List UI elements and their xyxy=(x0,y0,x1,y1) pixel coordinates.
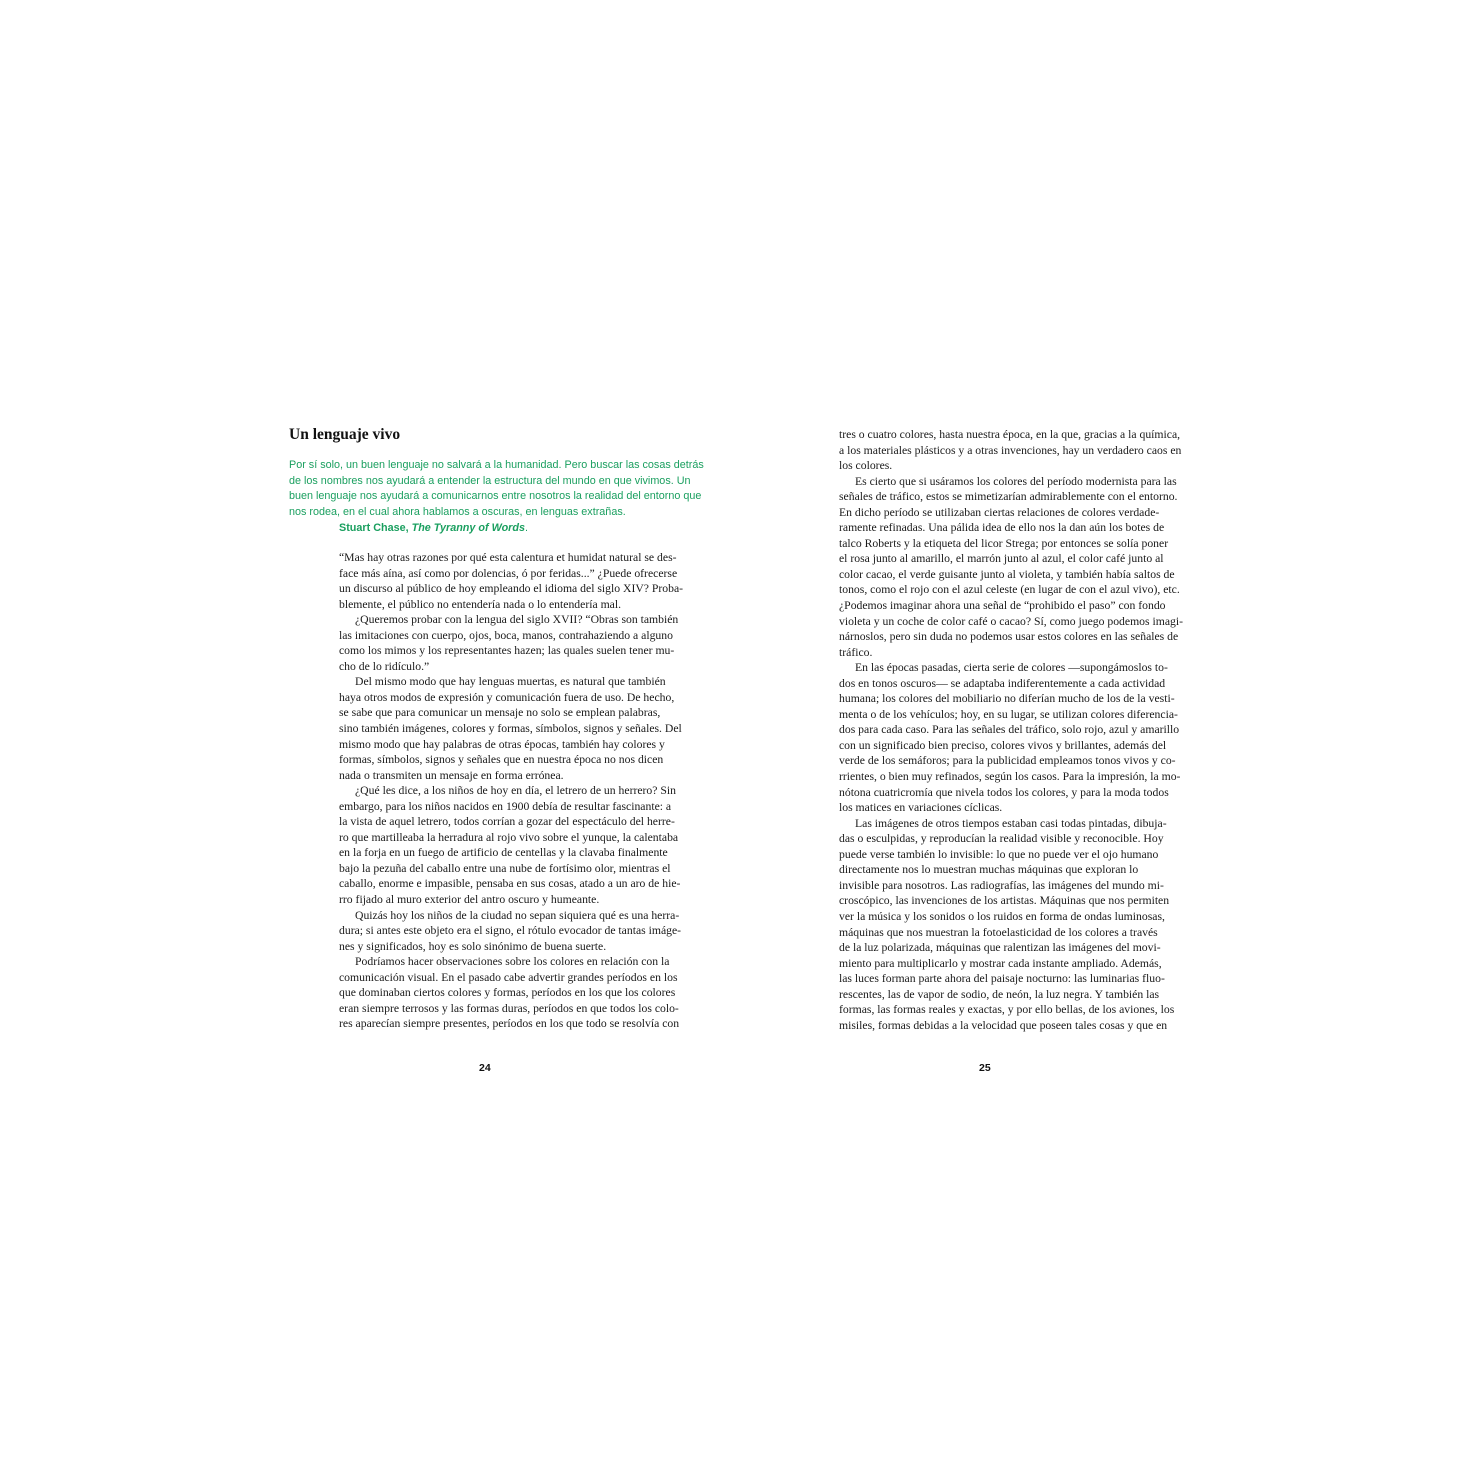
text-line: la vista de aquel letrero, todos corrían a gozar del espectáculo del herre- xyxy=(339,815,675,829)
text-line: de la luz polarizada, máquinas que ralentizan las imágenes del movi- xyxy=(839,941,1161,955)
text-line: directamente nos lo muestran muchas máquinas que exploran lo xyxy=(839,863,1139,877)
text-line: el rosa junto al amarillo, el marrón junto al azul, el color café junto al xyxy=(839,552,1164,566)
text-line: miento para multiplicarlo y mostrar cada instante ampliado. Además, xyxy=(839,956,1162,970)
text-line: mismo modo que hay palabras de otras épocas, también hay colores y xyxy=(339,737,665,751)
text-line: Podríamos hacer observaciones sobre los colores en relación con la xyxy=(355,955,670,969)
right-body-text xyxy=(839,427,1182,1033)
text-line: tráfico. xyxy=(839,645,873,659)
text-line: tres o cuatro colores, hasta nuestra época, en la que, gracias a la química, xyxy=(839,428,1181,441)
text-line: rrientes, o bien muy refinados, según los casos. Para la impresión, la mo- xyxy=(839,770,1181,784)
text-line: nes y significados, hoy es solo sinónimo de buena suerte. xyxy=(339,939,607,953)
text-line: das o esculpidas, y reproducían la realidad visible y reconocible. Hoy xyxy=(839,832,1164,846)
text-line: se sabe que para comunicar un mensaje no solo se emplean palabras, xyxy=(339,706,661,720)
text-line: invisible para nosotros. Las radiografías, las imágenes del mundo mi- xyxy=(839,878,1164,892)
text-line: comunicación visual. En el pasado cabe advertir grandes períodos en los xyxy=(339,970,678,984)
text-line: En las épocas pasadas, cierta serie de colores —supongámoslos to- xyxy=(855,661,1168,675)
text-line: las imitaciones con cuerpo, ojos, boca, manos, contrahaziendo a alguno xyxy=(339,628,673,642)
text-line: dos en tonos oscuros— se adaptaba indiferentemente a cada actividad xyxy=(839,676,1166,690)
left-body-text xyxy=(339,550,682,1032)
text-line: sino también imágenes, colores y formas, símbolos, signos y señales. Del xyxy=(339,722,682,736)
text-line: ro que martilleaba la herradura al rojo vivo sobre el yunque, la calentaba xyxy=(339,830,679,844)
text-line: color cacao, el verde guisante junto al violeta, y también había saltos de xyxy=(839,567,1175,581)
epigraph-work-title: The Tyranny of Words xyxy=(411,521,525,534)
epigraph xyxy=(289,458,704,537)
text-line: ¿Podemos imaginar ahora una señal de “prohibido el paso” con fondo xyxy=(839,599,1166,613)
text-line: Del mismo modo que hay lenguas muertas, es natural que también xyxy=(355,675,666,689)
text-line: los colores. xyxy=(839,459,893,473)
text-line: res aparecían siempre presentes, períodos en los que todo se resolvía con xyxy=(339,1017,680,1031)
text-line: dura; si antes este objeto era el signo, el rótulo evocador de tantas imáge- xyxy=(339,924,682,938)
text-line: violeta y un coche de color café o cacao? Sí, como juego podemos imagi- xyxy=(839,614,1184,628)
paragraph xyxy=(339,674,682,783)
page-number-right: 25 xyxy=(979,1062,991,1074)
text-line: rescentes, las de vapor de sodio, de neón, la luz negra. Y también las xyxy=(839,987,1160,1001)
text-line: tonos, como el rojo con el azul celeste (en lugar de con el azul vivo), etc. xyxy=(839,583,1180,597)
text-line: dos para cada caso. Para las señales del tráfico, solo rojo, azul y amarillo xyxy=(839,723,1180,737)
paragraph xyxy=(339,954,682,1032)
paragraph xyxy=(839,660,1182,815)
text-line: misiles, formas debidas a la velocidad que poseen tales cosas y que en xyxy=(839,1018,1168,1032)
epigraph-line: de los nombres nos ayudará a entender la estructura del mundo en que vivimos. Un xyxy=(289,474,691,487)
text-line: que dominaban ciertos colores y formas, períodos en los que los colores xyxy=(339,986,676,1000)
paragraph xyxy=(339,783,682,907)
text-line: a los materiales plásticos y a otras invenciones, hay un verdadero caos en xyxy=(839,443,1182,457)
text-line: menta o de los vehículos; hoy, en su lugar, se utilizan colores diferencia- xyxy=(839,707,1178,721)
text-line: como los mimos y los representantes hazen; las quales suelen tener mu- xyxy=(339,644,675,658)
text-line: ramente refinadas. Una pálida idea de ello nos la dan aún los botes de xyxy=(839,521,1165,535)
text-line: nótona cuatricromía que nivela todos los colores, y para la moda todos xyxy=(839,785,1169,799)
paragraph xyxy=(339,612,682,674)
paragraph xyxy=(839,427,1182,474)
epigraph-line: buen lenguaje nos ayudará a comunicarnos entre nosotros la realidad del entorno que xyxy=(289,490,702,503)
text-line: bajo la pezuña del caballo entre una nube de fortísimo olor, mientras el xyxy=(339,861,671,875)
chapter-title: Un lenguaje vivo xyxy=(289,426,401,443)
text-line: máquinas que nos muestran la fotoelasticidad de los colores a través xyxy=(839,925,1158,939)
epigraph-attribution xyxy=(339,521,689,537)
text-line: Las imágenes de otros tiempos estaban casi todas pintadas, dibuja- xyxy=(855,816,1167,830)
text-line: formas, símbolos, signos y señales que en nuestra época no nos dicen xyxy=(339,753,664,767)
text-line: blemente, el público no entendería nada o lo entendería mal. xyxy=(339,597,622,611)
text-line: nárnoslos, pero sin duda no podemos usar estos colores en las señales de xyxy=(839,630,1179,644)
text-line: los matices en variaciones cíclicas. xyxy=(839,801,1003,815)
text-line: ¿Qué les dice, a los niños de hoy en día, el letrero de un herrero? Sin xyxy=(355,784,676,798)
page-number-left: 24 xyxy=(479,1062,491,1074)
text-line: un discurso al público de hoy empleando el idioma del siglo XIV? Proba- xyxy=(339,582,684,596)
text-line: talco Roberts y la etiqueta del licor Strega; por entonces se solía poner xyxy=(839,536,1169,550)
text-line: “Mas hay otras razones por qué esta calentura et humidat natural se des- xyxy=(339,551,677,564)
epigraph-line: Por sí solo, un buen lenguaje no salvará a la humanidad. Pero buscar las cosas detrás xyxy=(289,459,704,471)
text-line: las luces forman parte ahora del paisaje nocturno: las luminarias fluo- xyxy=(839,972,1165,986)
epigraph-author: Stuart Chase, xyxy=(339,521,409,534)
text-line: face más aína, así como por dolencias, ó por feridas...” ¿Puede ofrecerse xyxy=(339,566,678,580)
text-line: ver la música y los sonidos o los ruidos en forma de ondas luminosas, xyxy=(839,909,1165,923)
text-line: Quizás hoy los niños de la ciudad no sepan siquiera qué es una herra- xyxy=(355,908,680,922)
text-line: humana; los colores del mobiliario no diferían mucho de los de la vesti- xyxy=(839,692,1175,706)
text-line: eran siempre terrosos y las formas duras, períodos en que todos los colo- xyxy=(339,1001,679,1015)
text-line: con un significado bien preciso, colores vivos y brillantes, además del xyxy=(839,738,1167,752)
text-line: nada o transmiten un mensaje en forma errónea. xyxy=(339,768,564,782)
text-line: En dicho período se utilizaban ciertas relaciones de colores verdade- xyxy=(839,505,1160,519)
text-line: embargo, para los niños nacidos en 1900 debía de resultar fascinante: a xyxy=(339,799,672,813)
text-line: cho de lo ridículo.” xyxy=(339,659,430,673)
paragraph xyxy=(339,908,682,955)
text-line: caballo, enorme e impasible, pensaba en sus cosas, atado a un aro de hie- xyxy=(339,877,681,891)
text-line: Es cierto que si usáramos los colores del período modernista para las xyxy=(855,474,1177,488)
text-line: señales de tráfico, estos se mimetizarían admirablemente con el entorno. xyxy=(839,490,1178,504)
epigraph-end-punct: . xyxy=(525,521,528,534)
text-line: rro fijado al muro exterior del antro oscuro y humeante. xyxy=(339,893,600,907)
text-line: haya otros modos de expresión y comunicación fuera de uso. De hecho, xyxy=(339,690,675,704)
text-line: formas, las formas reales y exactas, y por ello bellas, de los aviones, los xyxy=(839,1003,1175,1017)
text-line: puede verse también lo invisible: lo que no puede ver el ojo humano xyxy=(839,847,1159,861)
paragraph xyxy=(839,816,1182,1034)
text-line: croscópico, las invenciones de los artistas. Máquinas que nos permiten xyxy=(839,894,1170,908)
text-line: verde de los semáforos; para la publicidad empleamos tonos vivos y co- xyxy=(839,754,1176,768)
paragraph xyxy=(339,550,682,612)
paragraph xyxy=(839,474,1182,661)
text-line: en la forja en un fuego de artificio de centellas y la clavaba finalmente xyxy=(339,846,668,860)
epigraph-line: nos rodea, en el cual ahora hablamos a oscuras, en lenguas extrañas. xyxy=(289,506,626,519)
text-line: ¿Queremos probar con la lengua del siglo XVII? “Obras son también xyxy=(355,613,679,627)
